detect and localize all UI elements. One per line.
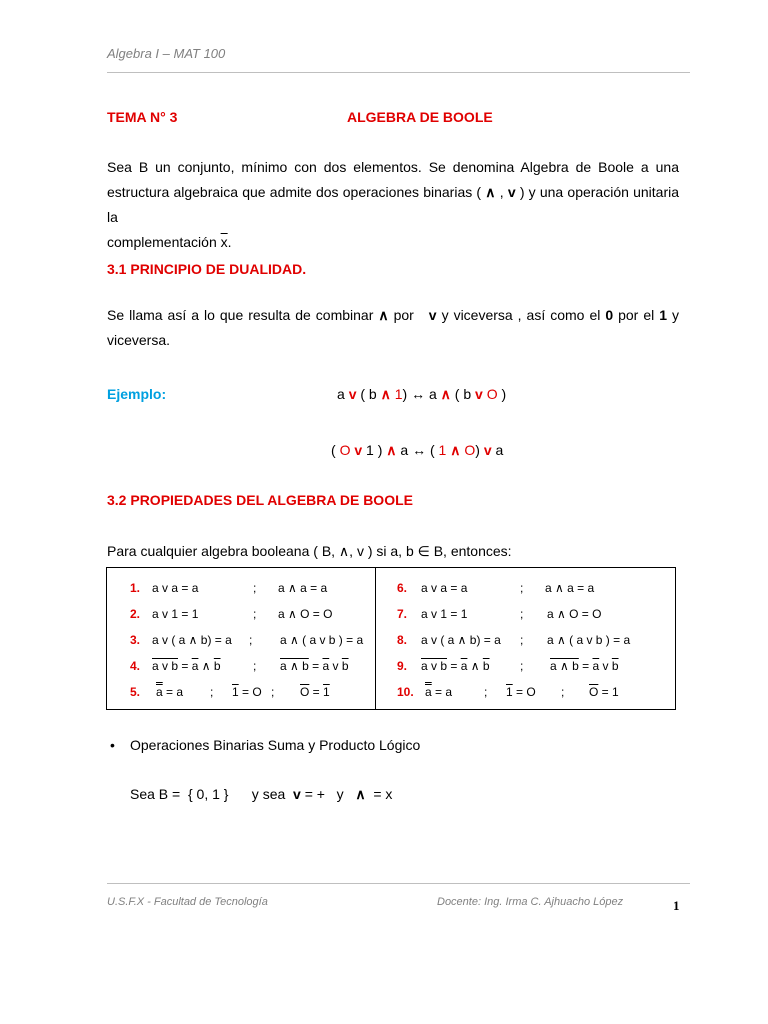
property-row: 4. a v $b = \overline{a}$ ∧ $\overline{b}$ ; a ∧ $b = \overline{a}$ v $\overline{b}$ — [130, 659, 349, 673]
section-heading-duality: 3.1 PRINCIPIO DE DUALIDAD. — [107, 261, 307, 277]
bullet-item — [110, 737, 421, 753]
bullet-text: Operaciones Binarias Suma y Producto Lógico — [130, 737, 421, 753]
chapter-title: ALGEBRA DE BOOLE — [347, 109, 493, 125]
properties-intro: Para cualquier algebra booleana ( B, ∧, v ) si a, b ∈ B, entonces: — [107, 543, 512, 559]
running-header: Algebra I – MAT 100 — [107, 46, 226, 61]
property-row: 8. a v ( a ∧ b) = a ; a ∧ ( a v b ) = a — [397, 633, 631, 647]
duality-line-2: viceversa. — [107, 332, 171, 348]
intro-line-2: estructura algebraica que admite dos operaciones binarias ( ∧ , v ) y una operación unitaria la — [107, 184, 680, 225]
intro-line-3: complementación $\overline{x}$. — [107, 234, 232, 250]
duality-paragraph — [107, 303, 679, 353]
property-row: 7. a v 1 = 1 ; a ∧ O = O — [397, 607, 602, 621]
property-row: 2. a v 1 = 1 ; a ∧ O = O — [130, 607, 333, 621]
property-row: 3. a v ( a ∧ b) = a ; a ∧ ( a v b ) = a — [130, 633, 364, 647]
property-row: 9. a v $b = \overline{a}$ ∧ $\overline{b}$ ; a ∧ $b = \overline{a}$ v $\overline{b}$ — [397, 659, 619, 673]
or-symbol: v — [428, 307, 437, 323]
example-equation-2: ( O v 1 ) ∧ a ↔ ( 1 ∧ O) v a — [331, 442, 504, 458]
binary-set-definition: Sea B = { 0, 1 } y sea v = + y ∧ = x — [130, 786, 393, 802]
and-symbol: ∧ — [355, 786, 366, 802]
footer-institution: U.S.F.X - Facultad de Tecnología — [107, 896, 268, 908]
duality-line-1: Se llama así a lo que resulta de combinar ∧ por v y viceversa , así como el 0 por el 1 y — [107, 307, 680, 323]
and-symbol: ∧ — [485, 184, 496, 200]
footer-teacher: Docente: Ing. Irma C. Ajhuacho López — [437, 896, 624, 908]
example-label: Ejemplo: — [107, 386, 167, 402]
complement-x: $\overline{x}$ — [220, 234, 228, 250]
property-row: 1. a v a = a ; a ∧ a = a — [130, 581, 328, 595]
property-row: 5. a = a ; 1 = O ; $\overline{O} = 1$ — [130, 685, 330, 699]
section-heading-properties: 3.2 PROPIEDADES DEL ALGEBRA DE BOOLE — [107, 492, 413, 508]
example-equation-1: a v ( b ∧ 1) ↔ a ∧ ( b v O ) — [337, 386, 507, 402]
or-symbol: v — [507, 184, 516, 200]
and-symbol: ∧ — [378, 307, 389, 323]
bullet-dot: • — [110, 737, 115, 753]
or-symbol: v — [293, 786, 301, 802]
intro-paragraph — [107, 155, 679, 255]
intro-line-1: Sea B un conjunto, mínimo con dos elementos. Se denomina Algebra de Boole a una — [107, 159, 679, 175]
chapter-number: TEMA N° 3 — [107, 109, 178, 125]
table-column-divider — [375, 567, 376, 710]
page-number: 1 — [673, 898, 680, 913]
property-row: 6. a v a = a ; a ∧ a = a — [397, 581, 595, 595]
header-rule — [107, 72, 690, 73]
property-row: 10. a = a ; 1 = O ; $\overline{O} = 1$ — [397, 685, 619, 699]
footer-rule — [107, 883, 690, 884]
